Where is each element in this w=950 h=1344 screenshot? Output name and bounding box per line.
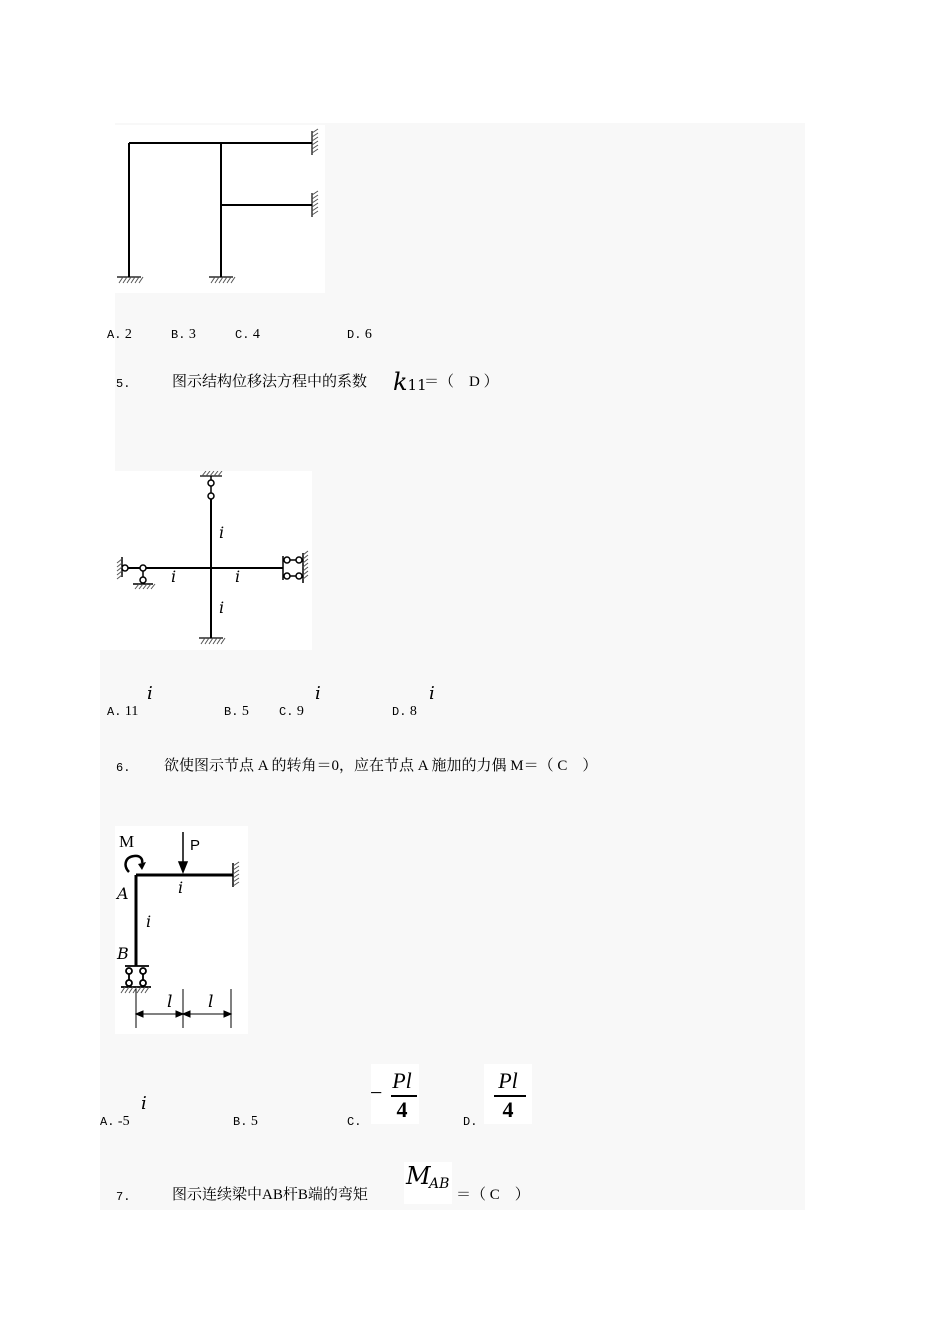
option-letter: D. xyxy=(392,705,407,719)
option-letter: A. xyxy=(107,328,122,342)
option-letter: B. xyxy=(233,1115,248,1129)
q5-k-symbol: k11 xyxy=(393,368,427,396)
q6-option-d[interactable] xyxy=(463,1113,477,1131)
q5-fig-label-i-left: i xyxy=(171,567,177,586)
q6-option-c-fraction xyxy=(371,1064,419,1124)
q6-option-b[interactable] xyxy=(233,1113,258,1131)
q5-fig-label-i-top: i xyxy=(219,523,225,542)
figure-frame-q6 xyxy=(115,826,248,1034)
q6-option-c[interactable] xyxy=(347,1113,361,1131)
q6-number: 6. xyxy=(116,761,131,775)
q4-option-a[interactable] xyxy=(107,326,132,344)
figure-frame-q4 xyxy=(115,125,325,293)
option-value: 3 xyxy=(188,327,196,342)
q5-number: 5. xyxy=(116,377,131,391)
q5-k-subscript: 11 xyxy=(407,376,427,394)
option-letter: D. xyxy=(463,1115,478,1129)
q5-fig-label-i-right: i xyxy=(235,567,241,586)
q7-number: 7. xyxy=(116,1190,131,1204)
option-letter: C. xyxy=(347,1115,362,1129)
q5-option-a-i: i xyxy=(147,683,153,704)
q7-question-text: 图示连续梁中AB杆B端的弯矩 xyxy=(172,1187,368,1203)
option-value: 8 xyxy=(409,704,417,719)
q5-option-c-i: i xyxy=(315,683,321,704)
q6-fig-label-i-beam: i xyxy=(178,878,184,897)
fraction-denominator: 4 xyxy=(502,1097,514,1122)
q5-question-text: 图示结构位移法方程中的系数 xyxy=(172,374,368,390)
q5-option-d[interactable] xyxy=(392,703,417,721)
option-value: 9 xyxy=(296,704,304,719)
q6-fig-label-i-column: i xyxy=(146,912,152,931)
q6-option-d-fraction xyxy=(484,1064,532,1124)
option-letter: A. xyxy=(100,1115,115,1129)
q6-option-a-i: i xyxy=(141,1093,147,1114)
q6-fig-label-M: M xyxy=(119,832,135,851)
option-letter: D. xyxy=(347,328,362,342)
q6-fig-label-l-left: l xyxy=(167,992,173,1012)
q6-option-c-sign: − xyxy=(370,1080,383,1105)
option-value: 6 xyxy=(364,327,372,342)
q5-option-d-i: i xyxy=(429,683,435,704)
option-letter: B. xyxy=(224,705,239,719)
q5-fig-label-i-bottom: i xyxy=(219,598,225,617)
option-value: 5 xyxy=(250,1114,258,1129)
option-letter: C. xyxy=(235,328,250,342)
q5-option-c[interactable] xyxy=(279,703,304,721)
q6-fig-label-B: B xyxy=(117,944,129,963)
fraction-numerator: Pl xyxy=(392,1068,412,1093)
option-value: -5 xyxy=(117,1114,130,1129)
option-value: 2 xyxy=(124,327,132,342)
q4-option-d[interactable] xyxy=(347,326,372,344)
q5-answer: ＝（ D ） xyxy=(424,374,499,390)
figure-cross-q5 xyxy=(115,471,312,650)
q5-option-a[interactable] xyxy=(107,703,138,721)
option-letter: A. xyxy=(107,705,122,719)
fraction-numerator: Pl xyxy=(498,1068,518,1093)
option-value: 4 xyxy=(252,327,260,342)
q7-m-subscript: AB xyxy=(429,1176,450,1192)
q5-option-b[interactable] xyxy=(224,703,249,721)
option-value: 5 xyxy=(241,704,249,719)
q4-option-c[interactable] xyxy=(235,326,260,344)
q6-question-text: 欲使图示节点 A 的转角＝0，应在节点 A 施加的力偶 M＝（ C ） xyxy=(164,758,598,774)
q7-answer: ＝（ C ） xyxy=(456,1187,530,1203)
q6-fig-label-l-right: l xyxy=(208,992,214,1012)
q6-fig-label-A: A xyxy=(117,884,129,903)
q7-m-symbol: M AB xyxy=(404,1162,452,1204)
q6-option-a[interactable] xyxy=(100,1113,130,1131)
q4-option-b[interactable] xyxy=(171,326,196,344)
option-letter: C. xyxy=(279,705,294,719)
q6-fig-label-P: P xyxy=(190,837,201,854)
option-letter: B. xyxy=(171,328,186,342)
option-value: 11 xyxy=(124,704,139,719)
fraction-denominator: 4 xyxy=(396,1097,408,1122)
